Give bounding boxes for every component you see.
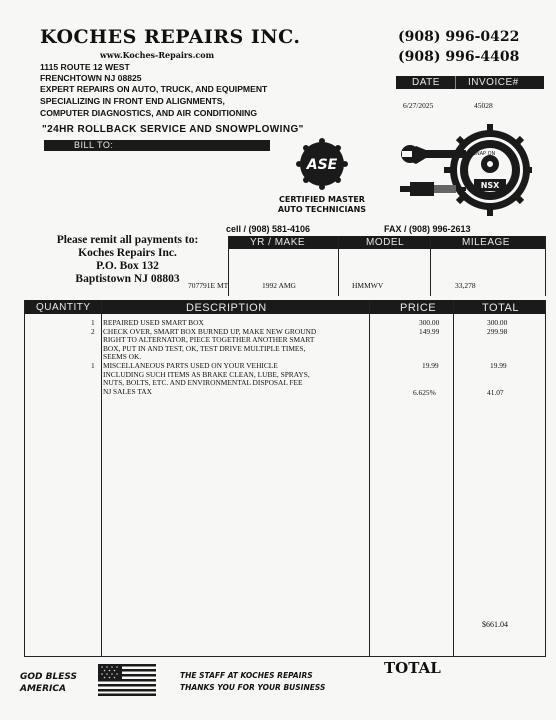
items-header-bar bbox=[24, 300, 546, 314]
item-qty: 1 bbox=[91, 360, 95, 370]
remit-block bbox=[30, 234, 225, 286]
total-label: TOTAL bbox=[384, 659, 441, 677]
date-label: DATE bbox=[412, 77, 440, 88]
address-line-1: 1115 ROUTE 12 WEST bbox=[40, 62, 130, 72]
item-total: 299.98 bbox=[487, 326, 508, 336]
vehicle-yr-make: 1992 AMG bbox=[262, 281, 296, 290]
grand-total-value: $661.04 bbox=[482, 620, 508, 629]
tagline: "24HR ROLLBACK SERVICE AND SNOWPLOWING" bbox=[42, 124, 304, 135]
invoice-date: 6/27/2025 bbox=[403, 101, 434, 110]
vin-fragment: 707791E MT bbox=[188, 281, 229, 290]
ase-logo-text: ASE bbox=[306, 157, 338, 173]
thanks-message bbox=[180, 670, 325, 694]
item-desc: SEEMS OK. bbox=[103, 352, 142, 362]
item-qty: 2 bbox=[91, 326, 95, 336]
god-bless-line-1: GOD BLESS bbox=[20, 672, 78, 682]
services-line-1: EXPERT REPAIRS ON AUTO, TRUCK, AND EQUIPMENT bbox=[40, 84, 268, 94]
item-desc: NJ SALES TAX bbox=[103, 386, 152, 396]
snapon-gear-logo bbox=[396, 124, 532, 216]
vehicle-header-yr-make: YR / MAKE bbox=[250, 237, 306, 248]
address-line-2: FRENCHTOWN NJ 08825 bbox=[40, 73, 142, 83]
items-header-total: TOTAL bbox=[482, 302, 519, 314]
ase-certified-caption bbox=[270, 195, 374, 215]
vehicle-table-border-right bbox=[545, 236, 546, 296]
services-line-2: SPECIALIZING IN FRONT END ALIGNMENTS, bbox=[40, 96, 225, 106]
item-price: 300.00 bbox=[419, 318, 440, 327]
phone-1: (908) 996-0422 bbox=[398, 29, 520, 45]
bill-to-bar bbox=[44, 140, 270, 151]
certified-line-1: CERTIFIED MASTER bbox=[279, 195, 365, 204]
date-invoice-divider bbox=[455, 76, 456, 89]
vehicle-header-mileage: MILEAGE bbox=[462, 237, 510, 248]
item-qty: 1 bbox=[91, 318, 95, 327]
item-total: 19.99 bbox=[490, 360, 507, 370]
invoice-number: 45028 bbox=[474, 101, 493, 110]
item-desc: BOX, PUT IN AND TEST, OK, TEST DRIVE MULTIPLE TIMES, bbox=[103, 343, 306, 353]
bill-to-label: BILL TO: bbox=[74, 140, 114, 150]
company-name: KOCHES REPAIRS INC. bbox=[40, 26, 301, 48]
god-bless-america bbox=[20, 671, 77, 695]
thanks-line-2: THANKS YOU FOR YOUR BUSINESS bbox=[180, 683, 326, 692]
phone-2: (908) 996-4408 bbox=[398, 49, 520, 65]
item-price: 6.625% bbox=[413, 387, 436, 397]
item-desc: INCLUDING SUCH ITEMS AS BRAKE CLEAN, LUBE, SPRAYS, bbox=[103, 369, 310, 379]
certified-line-2: AUTO TECHNICIANS bbox=[277, 205, 367, 214]
thanks-line-1: THE STAFF AT KOCHES REPAIRS bbox=[180, 671, 313, 680]
items-border-bottom bbox=[24, 656, 546, 657]
vehicle-header-bar bbox=[228, 236, 546, 249]
snapon-text: SNAP ON bbox=[472, 151, 496, 157]
items-header-description: DESCRIPTION bbox=[186, 302, 267, 314]
remit-line-1: Please remit all payments to: bbox=[56, 234, 199, 246]
item-total: 300.00 bbox=[487, 318, 508, 327]
item-desc: CHECK OVER, SMART BOX BURNED UP, MAKE NEW GROUND bbox=[103, 326, 317, 336]
god-bless-line-2: AMERICA bbox=[20, 684, 66, 694]
item-desc: RIGHT TO ALTERNATOR, PIECE TOGETHER ANOTHER SMART bbox=[103, 335, 315, 345]
vehicle-table-divider-1 bbox=[338, 236, 339, 296]
items-list bbox=[24, 319, 546, 396]
american-flag bbox=[98, 664, 156, 696]
nsx-text: NSX bbox=[480, 181, 500, 190]
invoice-label: INVOICE# bbox=[468, 77, 519, 88]
vehicle-model: HMMWV bbox=[352, 281, 384, 290]
remit-line-4: Baptistown NJ 08803 bbox=[75, 273, 180, 285]
item-desc: NUTS, BOLTS, ETC. AND ENVIRONMENTAL DISPOSAL FEE bbox=[103, 378, 303, 388]
vehicle-mileage: 33,278 bbox=[455, 281, 476, 290]
items-header-quantity: QUANTITY bbox=[36, 302, 91, 313]
ase-logo bbox=[292, 138, 352, 190]
remit-line-3: P.O. Box 132 bbox=[96, 260, 159, 272]
item-desc: MISCELLANEOUS PARTS USED ON YOUR VEHICLE bbox=[103, 360, 278, 370]
items-header-price: PRICE bbox=[400, 302, 437, 314]
item-price: 149.99 bbox=[419, 326, 440, 336]
remit-line-2: Koches Repairs Inc. bbox=[78, 247, 177, 259]
fax-number: FAX / (908) 996-2613 bbox=[384, 224, 471, 234]
cell-phone: cell / (908) 581-4106 bbox=[226, 224, 311, 234]
vehicle-header-model: MODEL bbox=[366, 237, 405, 248]
date-invoice-header bbox=[396, 76, 544, 89]
company-website: www.Koches-Repairs.com bbox=[100, 50, 215, 60]
item-price: 19.99 bbox=[422, 360, 439, 370]
services-line-3: COMPUTER DIAGNOSTICS, AND AIR CONDITIONING bbox=[40, 108, 258, 118]
item-row bbox=[24, 388, 546, 397]
vehicle-table-divider-2 bbox=[430, 236, 431, 296]
item-total: 41.07 bbox=[487, 387, 504, 397]
item-desc: REPAIRED USED SMART BOX bbox=[103, 318, 204, 327]
